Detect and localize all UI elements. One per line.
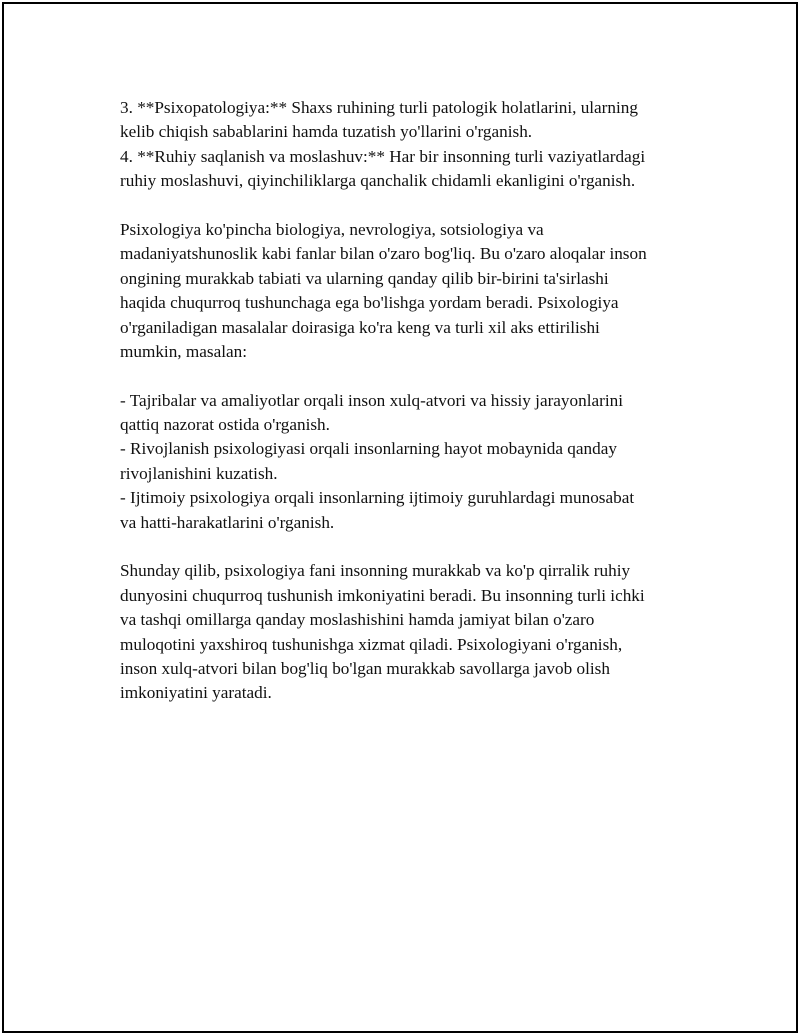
- paragraph-spacer: [120, 364, 700, 388]
- text-line: - Tajribalar va amaliyotlar orqali inson xulq-atvori va hissiy jarayonlarini: [120, 390, 623, 410]
- text-line: mumkin, masalan:: [120, 341, 247, 361]
- text-line: - Ijtimoiy psixologiya orqali insonlarning ijtimoiy guruhlardagi munosabat: [120, 488, 635, 508]
- bullet-list: [120, 389, 700, 535]
- text-line: madaniyatshunoslik kabi fanlar bilan o'zaro bog'liq. Bu o'zaro aloqalar inson: [120, 244, 647, 264]
- paragraph-conclusion: [120, 559, 700, 705]
- text-line: 3. **Psixopatologiya:** Shaxs ruhining turli patologik holatlarini, ularning: [120, 98, 638, 117]
- paragraph-spacer: [120, 535, 700, 559]
- text-line: o'rganiladigan masalalar doirasiga ko'ra keng va turli xil aks ettirilishi: [120, 317, 600, 337]
- text-line: muloqotini yaxshiroq tushunishga xizmat qiladi. Psixologiyani o'rganish,: [120, 634, 623, 654]
- text-line: ruhiy moslashuvi, qiyinchiliklarga qanchalik chidamli ekanligini o'rganish.: [120, 171, 636, 191]
- bullet-item-rivojlanish: [120, 437, 700, 486]
- text-line: dunyosini chuqurroq tushunish imkoniyatini beradi. Bu insonning turli ichki: [120, 585, 645, 605]
- text-line: rivojlanishini kuzatish.: [120, 463, 278, 483]
- text-line: qattiq nazorat ostida o'rganish.: [120, 415, 330, 435]
- text-line: kelib chiqish sabablarini hamda tuzatish yo'llarini o'rganish.: [120, 122, 533, 142]
- paragraph-interdisciplinary: [120, 218, 700, 364]
- text-line: inson xulq-atvori bilan bog'liq bo'lgan murakkab savollarga javob olish: [120, 658, 610, 678]
- bullet-item-tajribalar: [120, 389, 700, 438]
- text-line: ongining murakkab tabiati va ularning qanday qilib bir-birini ta'sirlashi: [120, 268, 609, 288]
- text-line: Psixologiya ko'pincha biologiya, nevrologiya, sotsiologiya va: [120, 219, 544, 239]
- text-line: 4. **Ruhiy saqlanish va moslashuv:** Har bir insonning turli vaziyatlardagi: [120, 146, 646, 166]
- paragraph-spacer: [120, 194, 700, 218]
- bullet-item-ijtimoiy: [120, 486, 700, 535]
- numbered-list: [120, 96, 700, 194]
- text-line: haqida chuqurroq tushunchaga ega bo'lishga yordam beradi. Psixologiya: [120, 293, 619, 313]
- list-item-ruhiy-saqlanish: [120, 145, 700, 194]
- document-body: [120, 96, 700, 706]
- text-line: Shunday qilib, psixologiya fani insonning murakkab va ko'p qirralik ruhiy: [120, 561, 631, 581]
- list-item-psixopatologiya: [120, 96, 700, 145]
- text-line: va hatti-harakatlarini o'rganish.: [120, 512, 335, 532]
- text-line: imkoniyatini yaratadi.: [120, 683, 272, 703]
- text-line: va tashqi omillarga qanday moslashishini hamda jamiyat bilan o'zaro: [120, 610, 595, 630]
- text-line: - Rivojlanish psixologiyasi orqali insonlarning hayot mobaynida qanday: [120, 439, 617, 459]
- document-page: [2, 2, 798, 1033]
